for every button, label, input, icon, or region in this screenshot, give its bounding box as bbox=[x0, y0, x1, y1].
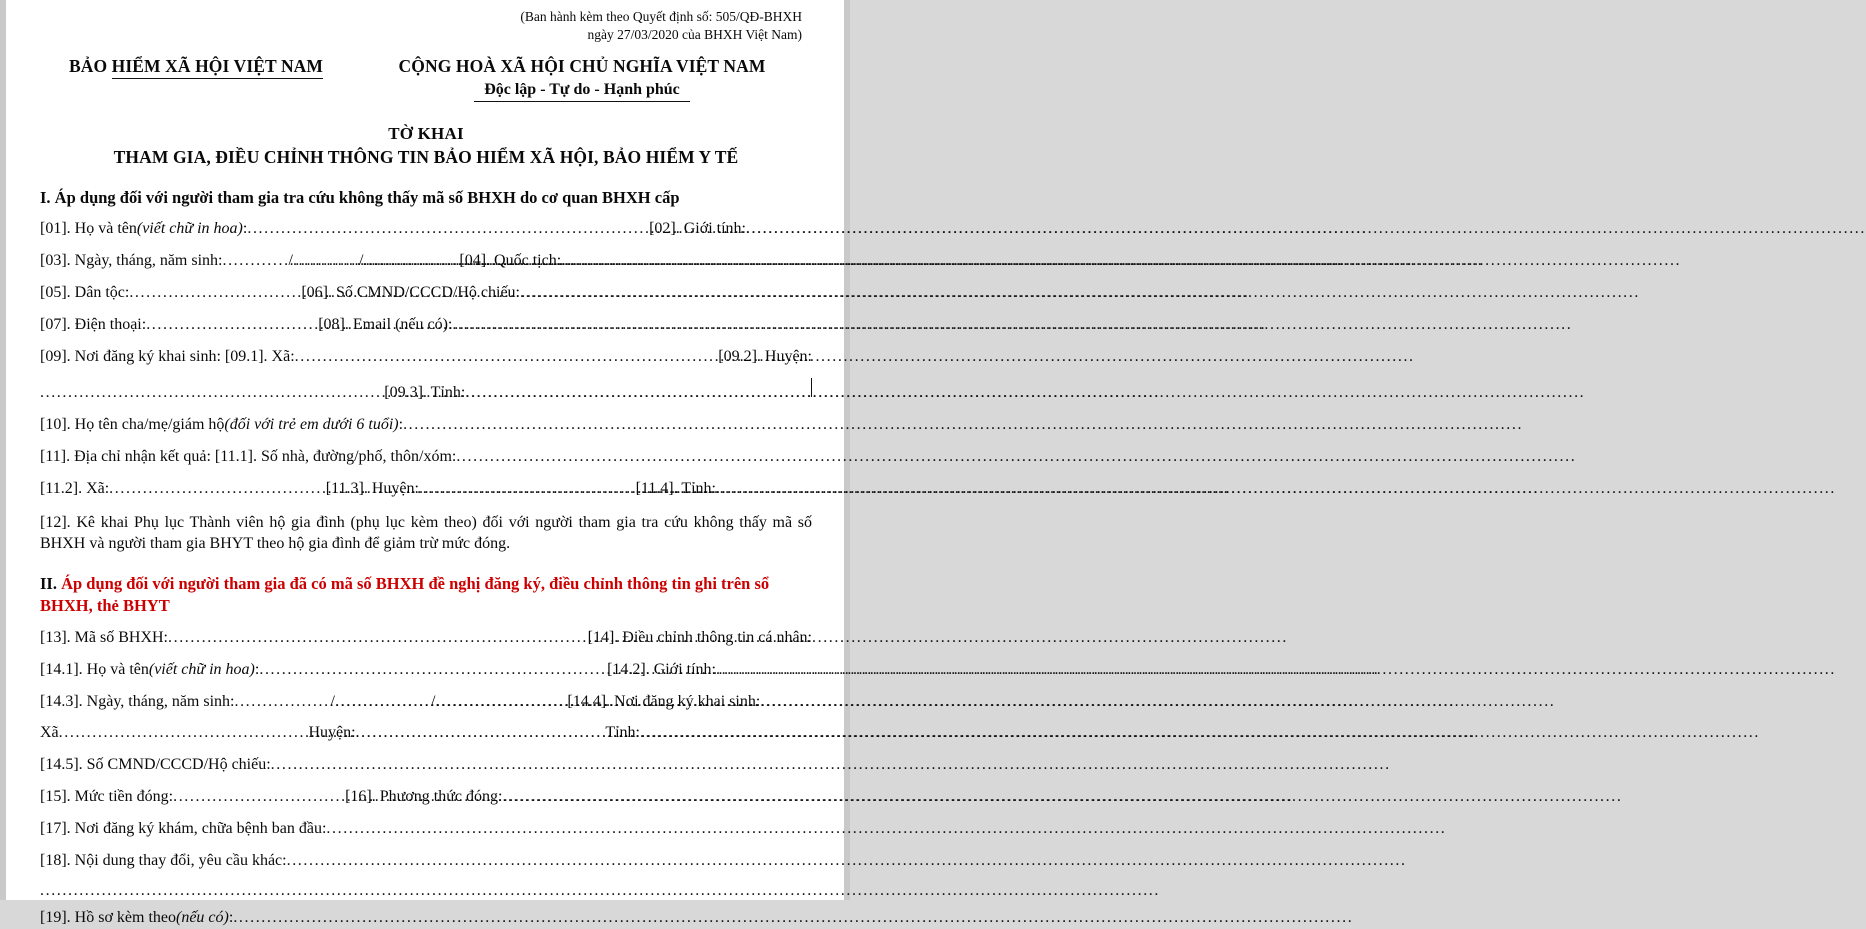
field-15-label: [15]. Mức tiền đóng: bbox=[40, 787, 174, 805]
field-03-date-of-birth[interactable] bbox=[40, 251, 812, 272]
field-04-input-line[interactable] bbox=[561, 253, 812, 269]
field-19-attachments[interactable] bbox=[40, 908, 812, 929]
field-14-4-province-label: Tỉnh: bbox=[605, 724, 640, 742]
field-18-label: [18]. Nội dung thay đổi, yêu cầu khác: bbox=[40, 851, 287, 869]
field-09-3-province[interactable] bbox=[40, 378, 812, 404]
field-19-hint: (nếu có) bbox=[176, 909, 229, 927]
field-01-label: [01]. Họ và tên bbox=[40, 220, 137, 238]
text-cursor bbox=[811, 378, 813, 397]
issuing-note-line-2: ngày 27/03/2020 của BHXH Việt Nam) bbox=[587, 26, 802, 42]
field-14-1-colon: : bbox=[254, 660, 260, 678]
field-03-separator-1: / bbox=[288, 252, 293, 270]
field-02-input-line[interactable] bbox=[746, 221, 812, 237]
field-18-other-changes[interactable] bbox=[40, 851, 812, 872]
field-09-2-label: [09.2]. Huyện: bbox=[718, 347, 812, 365]
field-09-3-label: [09.3]. Tỉnh: bbox=[384, 384, 466, 402]
field-14-3-label: [14.3]. Ngày, tháng, năm sinh: bbox=[40, 692, 235, 710]
issuing-organisation bbox=[40, 56, 352, 77]
field-14-4-district-label: Huyện: bbox=[308, 724, 356, 742]
field-11-2-commune[interactable] bbox=[40, 479, 812, 500]
field-13-input-line[interactable] bbox=[168, 630, 588, 646]
field-14-4-birth-place-detail[interactable] bbox=[40, 723, 812, 744]
field-17-label: [17]. Nơi đăng ký khám, chữa bệnh ban đầu: bbox=[40, 819, 327, 837]
field-19-input-line[interactable] bbox=[233, 910, 812, 926]
section-2-heading bbox=[40, 573, 812, 617]
national-motto: Độc lập - Tự do - Hạnh phúc bbox=[474, 81, 690, 102]
field-14-3-day-input[interactable] bbox=[234, 694, 330, 710]
field-11-4-label: [11.4]. Tỉnh: bbox=[635, 479, 716, 497]
field-04-label: [04]. Quốc tịch: bbox=[459, 252, 562, 270]
field-17-medical-facility[interactable] bbox=[40, 819, 812, 840]
field-14-label: [14]. Điều chỉnh thông tin cá nhân: bbox=[587, 628, 812, 646]
field-01-full-name[interactable] bbox=[40, 219, 812, 240]
field-14-4-commune-label: Xã bbox=[40, 724, 59, 742]
national-heading bbox=[352, 56, 812, 102]
field-09-2-input-line[interactable] bbox=[40, 385, 384, 401]
field-14-1-hint: (viết chữ in hoa) bbox=[148, 660, 255, 678]
field-15-input-line[interactable] bbox=[173, 789, 345, 805]
field-14-5-id-number[interactable] bbox=[40, 755, 812, 776]
field-11-result-address[interactable] bbox=[40, 447, 812, 468]
document-subtitle: THAM GIA, ĐIỀU CHỈNH THÔNG TIN BẢO HIỂM XÃ HỘI, BẢO HIỂM Y TẾ bbox=[113, 146, 739, 167]
field-12-household-declaration: [12]. Kê khai Phụ lục Thành viên hộ gia đình (phụ lục kèm theo) đối với người tham gia tra cứu không thấy mã số BHXH và người tham gia BHYT theo hộ gia đình để giảm trừ mức đóng. bbox=[40, 513, 812, 552]
field-18-continuation-line[interactable] bbox=[40, 883, 812, 897]
field-01-input-line[interactable] bbox=[247, 221, 649, 237]
organisation-name-plain: BẢO bbox=[68, 55, 112, 76]
field-07-label: [07]. Điện thoại: bbox=[40, 315, 147, 333]
field-19-label: [19]. Hồ sơ kèm theo bbox=[40, 909, 176, 927]
field-13-label: [13]. Mã số BHXH: bbox=[40, 628, 168, 646]
field-02-label: [02]. Giới tính: bbox=[649, 220, 746, 238]
field-03-label: [03]. Ngày, tháng, năm sinh: bbox=[40, 252, 223, 270]
field-11-2-input-line[interactable] bbox=[109, 481, 326, 497]
field-08-input-line[interactable] bbox=[452, 317, 812, 333]
field-19-colon: : bbox=[228, 909, 234, 927]
document-page bbox=[6, 0, 844, 927]
field-14-4-label: [14.4]. Nơi đăng ký khai sinh: bbox=[567, 692, 761, 710]
field-14-2-input-line[interactable] bbox=[716, 662, 812, 678]
field-10-guardian-name[interactable] bbox=[40, 415, 812, 436]
field-03-separator-2: / bbox=[358, 252, 364, 270]
field-09-1-input-line[interactable] bbox=[295, 349, 719, 365]
field-14-3-separator-2: / bbox=[430, 692, 436, 710]
issuing-note-line-1: (Ban hành kèm theo Quyết định số: 505/QĐ-BHXH bbox=[520, 9, 802, 24]
field-14-3-year-input[interactable] bbox=[435, 694, 567, 710]
field-05-ethnicity[interactable] bbox=[40, 283, 812, 304]
field-08-label: [08]. Email (nếu có): bbox=[318, 315, 453, 333]
field-14-3-month-input[interactable] bbox=[335, 694, 431, 710]
field-11-3-input-line[interactable] bbox=[419, 481, 636, 497]
field-01-hint: (viết chữ in hoa) bbox=[136, 220, 243, 238]
section-2-heading-text: Áp dụng đối với người tham gia đã có mã số BHXH đề nghị đăng ký, điều chỉnh thông tin ghi trên sổ BHXH, thẻ BHYT bbox=[40, 574, 770, 616]
field-17-input-line[interactable] bbox=[326, 821, 812, 837]
field-14-5-input-line[interactable] bbox=[271, 757, 812, 773]
field-14-4-commune-input[interactable] bbox=[59, 725, 309, 741]
field-03-day-input[interactable] bbox=[222, 253, 288, 269]
field-10-hint: (đối với trẻ em dưới 6 tuổi) bbox=[224, 416, 399, 434]
letterhead bbox=[40, 56, 812, 102]
field-05-input-line[interactable] bbox=[129, 285, 301, 301]
field-11-1-label: [11]. Địa chỉ nhận kết quả: [11.1]. Số nhà, đường/phố, thôn/xóm: bbox=[40, 447, 457, 465]
section-2-number: II. bbox=[40, 574, 62, 594]
field-09-3-input-line[interactable] bbox=[465, 385, 809, 401]
field-15-contribution-amount[interactable] bbox=[40, 787, 812, 808]
field-11-1-input-line[interactable] bbox=[456, 449, 812, 465]
field-18-input-line[interactable] bbox=[287, 853, 812, 869]
field-14-1-label: [14.1]. Họ và tên bbox=[40, 660, 149, 678]
field-07-input-line[interactable] bbox=[146, 317, 318, 333]
field-07-phone[interactable] bbox=[40, 315, 812, 336]
field-06-label: [06]. Số CMND/CCCD/Hộ chiếu: bbox=[301, 283, 520, 301]
field-13-bhxh-code[interactable] bbox=[40, 628, 812, 649]
field-01-colon: : bbox=[242, 220, 248, 238]
organisation-name bbox=[69, 56, 323, 77]
field-10-input-line[interactable] bbox=[403, 417, 812, 433]
field-06-input-line[interactable] bbox=[520, 285, 812, 301]
field-18-continuation-dots[interactable] bbox=[40, 883, 812, 899]
field-03-year-input[interactable] bbox=[363, 253, 459, 269]
field-11-4-input-line[interactable] bbox=[716, 481, 812, 497]
field-16-label: [16]. Phương thức đóng: bbox=[345, 787, 503, 805]
field-14-2-label: [14.2]. Giới tính: bbox=[607, 660, 716, 678]
field-09-birth-registration-place[interactable] bbox=[40, 347, 812, 368]
field-14-5-label: [14.5]. Số CMND/CCCD/Hộ chiếu: bbox=[40, 756, 271, 774]
field-14-3-separator-1: / bbox=[330, 692, 335, 710]
issuing-decision-note bbox=[40, 4, 812, 44]
field-05-label: [05]. Dân tộc: bbox=[40, 283, 130, 301]
field-14-1-full-name[interactable] bbox=[40, 660, 812, 681]
field-16-input-line[interactable] bbox=[502, 789, 812, 805]
field-03-month-input[interactable] bbox=[293, 253, 359, 269]
organisation-name-underlined: HIỂM XÃ HỘI VIỆT NAM bbox=[112, 56, 323, 79]
field-14-1-input-line[interactable] bbox=[259, 662, 607, 678]
field-14-3-date-of-birth[interactable] bbox=[40, 692, 812, 713]
field-14-4-province-input[interactable] bbox=[640, 725, 812, 741]
field-11-3-label: [11.3]. Huyện: bbox=[325, 479, 419, 497]
country-name: CỘNG HOÀ XÃ HỘI CHỦ NGHĨA VIỆT NAM bbox=[398, 55, 766, 76]
field-14-4-district-input[interactable] bbox=[356, 725, 606, 741]
field-10-colon: : bbox=[398, 416, 404, 434]
field-10-label: [10]. Họ tên cha/mẹ/giám hộ bbox=[40, 416, 225, 434]
section-1-heading: I. Áp dụng đối với người tham gia tra cứu không thấy mã số BHXH do cơ quan BHXH cấp bbox=[40, 187, 680, 207]
document-title: TỜ KHAI bbox=[388, 123, 464, 143]
field-09-1-label: [09]. Nơi đăng ký khai sinh: [09.1]. Xã: bbox=[40, 347, 295, 365]
document-viewer[interactable] bbox=[0, 0, 850, 927]
field-11-2-label: [11.2]. Xã: bbox=[40, 479, 110, 497]
